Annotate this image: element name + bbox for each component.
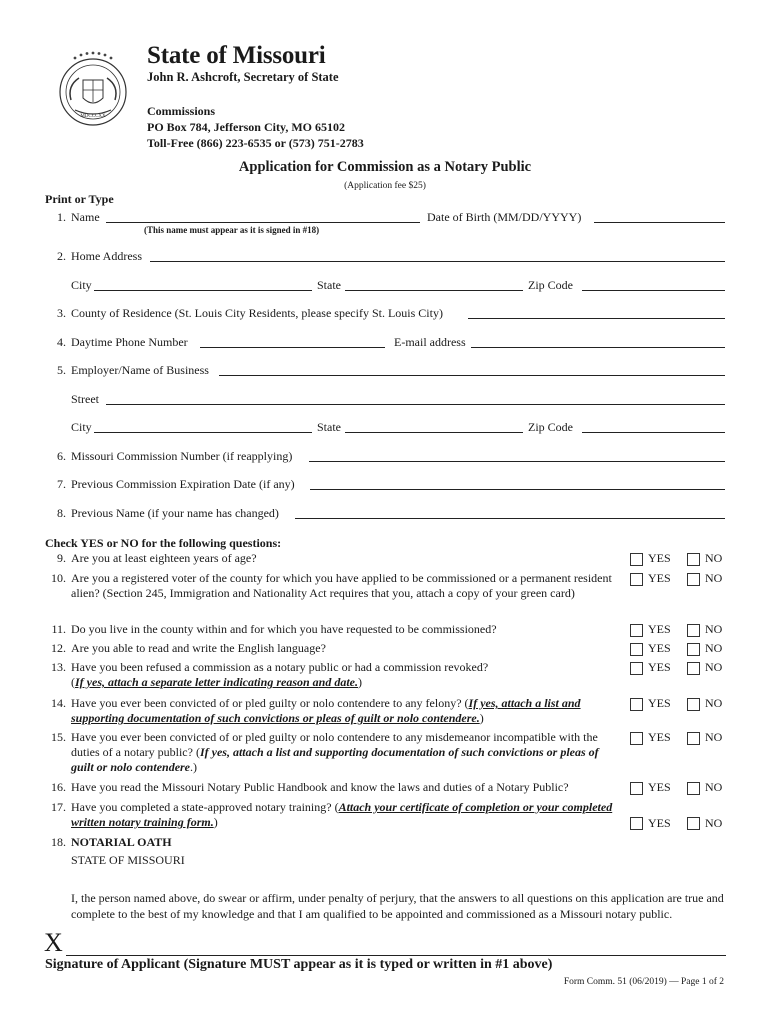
field-row-county (0, 306, 770, 324)
home-address-label: Home Address (71, 249, 142, 263)
home-city-field[interactable] (94, 290, 312, 291)
question-17-instruction: Attach your certificate of completion or your completed written notary training form. (71, 800, 613, 829)
question-text: Have you read the Missouri Notary Public Handbook and know the laws and duties of a Notary Public? (71, 780, 569, 794)
question-number: 16. (51, 780, 66, 794)
question-text (71, 696, 621, 726)
po-box: PO Box 784, Jefferson City, MO 65102 (147, 120, 345, 134)
yes-checkbox[interactable] (630, 624, 643, 637)
no-label: NO (705, 660, 723, 674)
field-row-home-address (0, 249, 770, 267)
yes-label: YES (648, 571, 671, 585)
question-number: 12. (51, 641, 66, 655)
employer-label: Employer/Name of Business (71, 363, 209, 377)
yes-label: YES (648, 730, 671, 744)
question-13-text: Have you been refused a commission as a notary public or had a commission revoked? (71, 660, 489, 674)
no-checkbox[interactable] (687, 817, 700, 830)
yes-label: YES (648, 551, 671, 565)
question-number: 15. (51, 730, 66, 744)
question-14-instruction: If yes, attach a list and supporting documentation of such convictions or pleas of guilt or nolo contendere. (71, 696, 581, 725)
field-number: 2. (57, 249, 66, 263)
home-state-label: State (317, 278, 341, 292)
field-number: 8. (57, 506, 66, 520)
field-row-employer (0, 363, 770, 381)
paren-close: .) (190, 760, 198, 774)
no-checkbox[interactable] (687, 573, 700, 586)
signature-x-mark: X (44, 928, 63, 957)
no-checkbox[interactable] (687, 732, 700, 745)
yes-checkbox[interactable] (630, 698, 643, 711)
employer-field[interactable] (219, 375, 725, 376)
employer-city-field[interactable] (94, 432, 312, 433)
question-text (71, 835, 621, 868)
oath-state: STATE OF MISSOURI (71, 853, 185, 867)
no-label: NO (705, 816, 723, 830)
expiration-field[interactable] (310, 489, 725, 490)
employer-city-label: City (71, 420, 92, 434)
phone-field[interactable] (200, 347, 385, 348)
yes-checkbox[interactable] (630, 732, 643, 745)
question-13-instruction: If yes, attach a separate letter indicating reason and date. (75, 675, 358, 689)
question-number: 17. (51, 800, 66, 814)
expiration-label: Previous Commission Expiration Date (if any) (71, 477, 295, 491)
page-title: State of Missouri (147, 42, 326, 69)
question-number: 11. (51, 622, 66, 636)
form-footer: Form Comm. 51 (06/2019) — Page 1 of 2 (563, 977, 724, 987)
field-number: 4. (57, 335, 66, 349)
employer-state-label: State (317, 420, 341, 434)
county-field[interactable] (468, 318, 725, 319)
employer-street-field[interactable] (106, 404, 725, 405)
question-17-text: Have you completed a state-approved notary training? ( (71, 800, 339, 814)
previous-name-label: Previous Name (if your name has changed) (71, 506, 279, 520)
employer-zip-field[interactable] (582, 432, 725, 433)
question-text (71, 660, 621, 690)
question-number: 14. (51, 696, 66, 710)
question-number: 18. (51, 835, 66, 849)
no-label: NO (705, 730, 723, 744)
field-row-employer-city (0, 420, 770, 438)
question-text: Are you able to read and write the English language? (71, 641, 326, 655)
application-fee: (Application fee $25) (344, 181, 426, 191)
yes-checkbox[interactable] (630, 782, 643, 795)
question-15-text: Have you ever been convicted of or pled guilty or nolo contendere to any misdemeanor incompatible with the duties of a notary public? ( (71, 730, 598, 759)
office-name: Commissions (147, 104, 216, 118)
yes-checkbox[interactable] (630, 817, 643, 830)
home-zip-label: Zip Code (528, 278, 573, 292)
questions-heading: Check YES or NO for the following questions: (45, 536, 282, 550)
no-label: NO (705, 551, 723, 565)
question-text (71, 800, 621, 830)
no-checkbox[interactable] (687, 553, 700, 566)
yes-checkbox[interactable] (630, 573, 643, 586)
no-checkbox[interactable] (687, 643, 700, 656)
yes-label: YES (648, 696, 671, 710)
field-row-expiration (0, 477, 770, 495)
state-seal (53, 50, 133, 130)
paren-close: ) (213, 815, 218, 829)
yes-checkbox[interactable] (630, 553, 643, 566)
question-text: Do you live in the county within and for which you have requested to be commissioned? (71, 622, 497, 636)
field-number: 6. (57, 449, 66, 463)
employer-state-field[interactable] (345, 432, 523, 433)
no-label: NO (705, 780, 723, 794)
yes-checkbox[interactable] (630, 662, 643, 675)
field-row-phone (0, 335, 770, 353)
field-row-home-city (0, 278, 770, 296)
question-number: 10. (51, 571, 66, 585)
signature-label: Signature of Applicant (Signature MUST appear as it is typed or written in #1 above) (45, 957, 553, 972)
home-state-field[interactable] (345, 290, 523, 291)
no-label: NO (705, 622, 723, 636)
county-label: County of Residence (St. Louis City Residents, please specify St. Louis City) (71, 306, 443, 320)
yes-checkbox[interactable] (630, 643, 643, 656)
email-field[interactable] (471, 347, 725, 348)
commission-number-label: Missouri Commission Number (if reapplying) (71, 449, 293, 463)
field-row-previous-name (0, 506, 770, 524)
no-checkbox[interactable] (687, 698, 700, 711)
yes-label: YES (648, 622, 671, 636)
svg-text:MDCCCXX: MDCCCXX (80, 114, 106, 119)
oath-text: I, the person named above, do swear or affirm, under penalty of perjury, that the answers to all questions on this application are true and complete to the best of my knowledge and that I am qualified to be appointed and commissioned as a Missouri notary public. (71, 891, 724, 921)
dob-field[interactable] (594, 222, 725, 223)
field-row-commission-number (0, 449, 770, 467)
yes-label: YES (648, 641, 671, 655)
office-address (147, 103, 364, 151)
no-checkbox[interactable] (687, 662, 700, 675)
commission-number-field[interactable] (309, 461, 725, 462)
print-or-type-label: Print or Type (45, 192, 114, 206)
name-label: Name (71, 210, 100, 224)
email-label: E-mail address (394, 335, 466, 349)
question-number: 9. (57, 551, 66, 565)
previous-name-field[interactable] (295, 518, 725, 519)
field-row-employer-street (0, 392, 770, 410)
question-text (71, 730, 621, 775)
employer-zip-label: Zip Code (528, 420, 573, 434)
paren-open: ( (71, 675, 75, 689)
no-checkbox[interactable] (687, 624, 700, 637)
home-address-field[interactable] (150, 261, 725, 262)
home-zip-field[interactable] (582, 290, 725, 291)
home-city-label: City (71, 278, 92, 292)
no-label: NO (705, 641, 723, 655)
no-label: NO (705, 696, 723, 710)
no-checkbox[interactable] (687, 782, 700, 795)
question-number: 13. (51, 660, 66, 674)
no-label: NO (705, 571, 723, 585)
paren-close: ) (358, 675, 362, 689)
phone-label: Daytime Phone Number (71, 335, 188, 349)
form-title: Application for Commission as a Notary Public (238, 159, 532, 175)
yes-label: YES (648, 660, 671, 674)
question-text: Are you a registered voter of the county for which you have applied to be commissioned or a permanent resident alien? (Section 245, Immigration and Nationality Act requires that you, attach a copy of your green card) (71, 571, 612, 600)
name-note: (This name must appear as it is signed in #18) (144, 225, 320, 235)
signature-field[interactable] (66, 955, 726, 956)
question-15-instruction: If yes, attach a list and supporting documentation of such convictions or pleas of guilt or nolo contendere (71, 745, 599, 774)
yes-label: YES (648, 816, 671, 830)
street-label: Street (71, 392, 99, 406)
question-14-text: Have you ever been convicted of or pled guilty or nolo contendere to any felony? ( (71, 696, 469, 710)
yes-label: YES (648, 780, 671, 794)
oath-heading: NOTARIAL OATH (71, 835, 172, 849)
field-number: 7. (57, 477, 66, 491)
secretary-name: John R. Ashcroft, Secretary of State (147, 70, 339, 84)
question-text: Are you at least eighteen years of age? (71, 551, 257, 565)
paren-close: ) (479, 711, 484, 725)
field-row-name (0, 210, 770, 228)
field-number: 1. (57, 210, 66, 224)
dob-label: Date of Birth (MM/DD/YYYY) (427, 210, 582, 224)
name-field[interactable] (106, 222, 420, 223)
phone-numbers: Toll-Free (866) 223-6535 or (573) 751-2783 (147, 136, 364, 150)
field-number: 3. (57, 306, 66, 320)
field-number: 5. (57, 363, 66, 377)
